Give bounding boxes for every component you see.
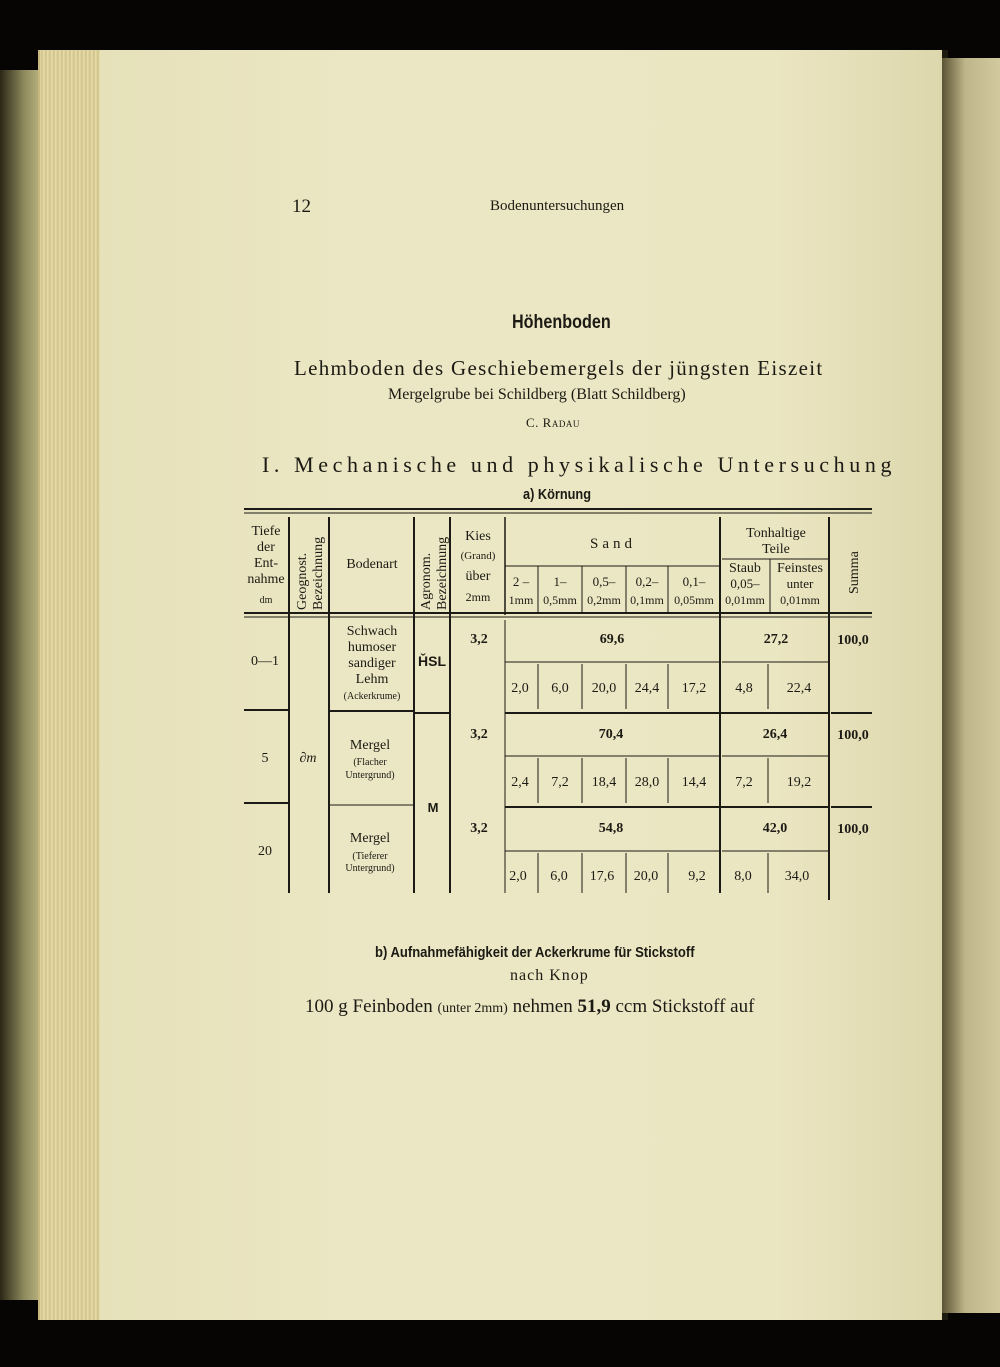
row3-sand-4: 20,0 bbox=[633, 869, 659, 884]
header-sand-col1-a: 2 – bbox=[512, 574, 530, 589]
row2-staub: 7,2 bbox=[735, 775, 753, 790]
header-agronom-1: Agronom. bbox=[419, 552, 434, 610]
row1-sand-1: 2,0 bbox=[511, 681, 529, 696]
row1-bodenart-2: humoser bbox=[347, 640, 397, 655]
row3-sand-total: 54,8 bbox=[598, 821, 624, 836]
page-number: 12 bbox=[292, 196, 311, 217]
row3-kies: 3,2 bbox=[470, 821, 488, 836]
row2-agronom: M bbox=[427, 800, 439, 815]
header-sand-col3-b: 0,2mm bbox=[587, 593, 621, 607]
subtitle: Lehmboden des Geschiebemergels der jüngsten Eiszeit bbox=[294, 356, 824, 380]
row2-bodenart: Mergel bbox=[349, 738, 391, 753]
row2-summa: 100,0 bbox=[837, 728, 869, 743]
header-tiefe-1: Tiefe bbox=[251, 524, 281, 539]
header-tiefe-unit: dm bbox=[259, 595, 273, 606]
header-sand-col2-a: 1– bbox=[553, 574, 567, 589]
row1-sand-3: 20,0 bbox=[591, 681, 617, 696]
row1-ton-total: 27,2 bbox=[763, 632, 789, 647]
header-feinstes-1: Feinstes bbox=[777, 561, 823, 576]
geognost-value: ∂m bbox=[299, 751, 317, 766]
header-agronom-2: Bezeichnung bbox=[435, 536, 450, 610]
header-kies-2: (Grand) bbox=[460, 550, 496, 562]
row1-sand-total: 69,6 bbox=[599, 632, 625, 647]
result-paren: (unter 2mm) bbox=[437, 1001, 508, 1016]
row3-sand-3: 17,6 bbox=[589, 869, 615, 884]
header-staub-2: 0,05– bbox=[730, 576, 760, 591]
row1-summa: 100,0 bbox=[837, 633, 869, 648]
row2-kies: 3,2 bbox=[470, 727, 488, 742]
row1-kies: 3,2 bbox=[470, 632, 488, 647]
row3-staub: 8,0 bbox=[734, 869, 752, 884]
header-kies-4: 2mm bbox=[465, 590, 491, 604]
row3-tiefe: 20 bbox=[258, 844, 272, 859]
header-sand: Sand bbox=[590, 536, 636, 552]
header-summa: Summa bbox=[847, 551, 862, 594]
subsection-heading-b: b) Aufnahmefähigkeit der Ackerkrume für Stickstoff bbox=[375, 944, 695, 961]
row3-bodenart-note-2: Untergrund) bbox=[345, 863, 395, 874]
row3-bodenart-note-1: (Tieferer bbox=[352, 851, 388, 862]
header-sand-col5-a: 0,1– bbox=[682, 574, 706, 589]
header-ton-1: Tonhaltige bbox=[746, 526, 806, 541]
row1-bodenart-3: sandiger bbox=[348, 656, 396, 671]
header-sand-col2-b: 0,5mm bbox=[543, 593, 577, 607]
row2-sand-5: 14,4 bbox=[681, 775, 707, 790]
row3-sand-2: 6,0 bbox=[550, 869, 568, 884]
row3-ton-total: 42,0 bbox=[762, 821, 788, 836]
row1-sand-2: 6,0 bbox=[551, 681, 569, 696]
subsection-heading-a: a) Körnung bbox=[523, 486, 591, 503]
result-mid: nehmen bbox=[512, 996, 573, 1017]
row1-staub: 4,8 bbox=[735, 681, 753, 696]
row2-tiefe: 5 bbox=[261, 751, 269, 766]
header-sand-col4-a: 0,2– bbox=[635, 574, 659, 589]
row2-bodenart-note-2: Untergrund) bbox=[345, 770, 395, 781]
header-kies-1: Kies bbox=[465, 529, 491, 544]
header-staub-1: Staub bbox=[729, 561, 761, 576]
header-sand-col5-b: 0,05mm bbox=[674, 593, 714, 607]
row1-bodenart-1: Schwach bbox=[346, 624, 398, 639]
row1-bodenart-note: (Ackerkrume) bbox=[343, 691, 401, 702]
header-feinstes-2: unter bbox=[786, 576, 814, 591]
table-body bbox=[251, 624, 869, 884]
header-ton-2: Teile bbox=[762, 542, 790, 557]
row2-sand-2: 7,2 bbox=[551, 775, 569, 790]
row2-sand-4: 28,0 bbox=[634, 775, 660, 790]
row3-sand-5: 9,2 bbox=[688, 869, 706, 884]
row2-bodenart-note-1: (Flacher bbox=[353, 757, 387, 768]
header-staub-3: 0,01mm bbox=[725, 593, 765, 607]
header-geognost-2: Bezeichnung bbox=[311, 536, 326, 610]
header-kies-3: über bbox=[465, 569, 491, 584]
header-sand-col4-b: 0,1mm bbox=[630, 593, 664, 607]
row1-sand-4: 24,4 bbox=[634, 681, 660, 696]
header-feinstes-3: 0,01mm bbox=[780, 593, 820, 607]
row3-feinstes: 34,0 bbox=[784, 869, 810, 884]
row2-sand-1: 2,4 bbox=[511, 775, 529, 790]
location-line: Mergelgrube bei Schildberg (Blatt Schildberg) bbox=[388, 386, 686, 403]
result-post: ccm Stickstoff auf bbox=[615, 996, 755, 1017]
header-tiefe-4: nahme bbox=[247, 572, 285, 587]
row1-feinstes: 22,4 bbox=[786, 681, 812, 696]
result-pre: 100 g Feinboden bbox=[305, 996, 433, 1017]
row1-bodenart-4: Lehm bbox=[355, 672, 389, 687]
row2-sand-3: 18,4 bbox=[591, 775, 617, 790]
main-title: Höhenboden bbox=[512, 312, 611, 333]
row2-feinstes: 19,2 bbox=[786, 775, 812, 790]
header-sand-col1-b: 1mm bbox=[508, 593, 534, 607]
header-geognost-1: Geognost. bbox=[295, 552, 310, 610]
result-value: 51,9 bbox=[577, 996, 611, 1017]
header-bodenart: Bodenart bbox=[346, 557, 398, 572]
row2-sand-total: 70,4 bbox=[598, 727, 624, 742]
section-heading: I. Mechanische und physikalische Untersuchung bbox=[262, 452, 897, 477]
row3-summa: 100,0 bbox=[837, 822, 869, 837]
row1-sand-5: 17,2 bbox=[681, 681, 707, 696]
running-head: Bodenuntersuchungen bbox=[490, 198, 625, 214]
author-name: C. Radau bbox=[526, 415, 580, 430]
row2-ton-total: 26,4 bbox=[762, 727, 788, 742]
method-line: nach Knop bbox=[510, 967, 589, 984]
row1-tiefe: 0—1 bbox=[251, 654, 279, 669]
header-tiefe-3: Ent- bbox=[253, 556, 279, 571]
header-tiefe-2: der bbox=[257, 540, 275, 555]
row3-sand-1: 2,0 bbox=[509, 869, 527, 884]
header-sand-col3-a: 0,5– bbox=[592, 574, 616, 589]
row1-agronom: ȞSL bbox=[418, 653, 446, 669]
result-line bbox=[305, 996, 754, 1018]
row3-bodenart: Mergel bbox=[349, 831, 391, 846]
